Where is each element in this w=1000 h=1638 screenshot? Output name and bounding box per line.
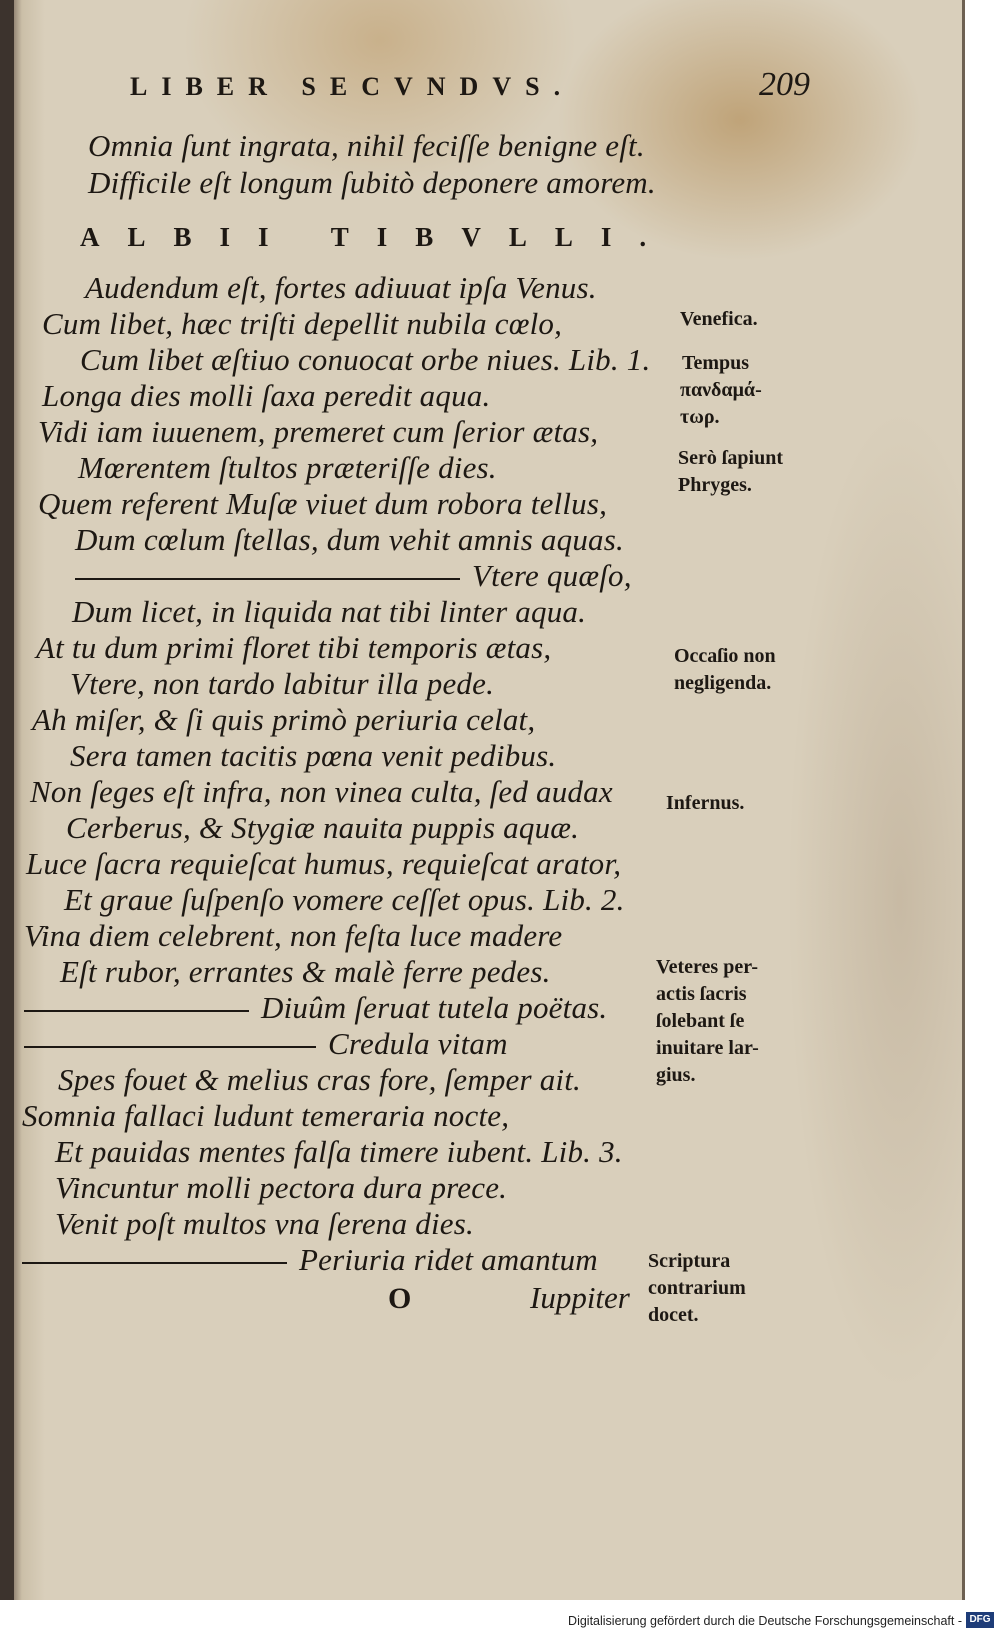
verse-text: Vtere quæſo, (472, 558, 632, 593)
verse-line: Et graue ſuſpenſo vomere ceſſet opus. Lib. 2. (64, 882, 625, 917)
verse-line: Dum cœlum ſtellas, dum vehit amnis aquas. (75, 522, 624, 557)
signature-mark: O (388, 1282, 412, 1315)
ellipsis-rule (75, 578, 460, 580)
verse-line: Eſt rubor, errantes & malè ferre pedes. (60, 954, 551, 989)
verse-text: Credula vitam (328, 1026, 508, 1061)
verse-line-with-rule (24, 990, 607, 1026)
margin-note: Venefica. (680, 308, 758, 330)
verse-text: Periuria ridet amantum (299, 1242, 598, 1277)
running-title: LIBER SECVNDVS. (130, 72, 575, 101)
verse-line: Mœrentem ſtultos præteriſſe dies. (78, 450, 497, 485)
margin-note: Tempus (682, 352, 750, 374)
ellipsis-rule (24, 1046, 316, 1048)
margin-note: Infernus. (666, 792, 745, 814)
verse-line: Et pauidas mentes falſa timere iubent. Lib. 3. (55, 1134, 623, 1169)
margin-note: docet. (648, 1304, 699, 1326)
verse-line: Cerberus, & Stygiæ nauita puppis aquæ. (66, 810, 580, 845)
verse-line: Vtere, non tardo labitur illa pede. (70, 666, 495, 701)
verse-line: Venit poſt multos vna ſerena dies. (55, 1206, 474, 1241)
verse-line-with-rule (24, 1026, 508, 1062)
margin-note: Phryges. (678, 474, 752, 496)
verse-line: Omnia ſunt ingrata, nihil feciſſe benigne eſt. (88, 128, 645, 163)
margin-note: τωρ. (680, 406, 720, 428)
margin-note: Serò ſapiunt (678, 447, 784, 469)
margin-note: contrarium (648, 1277, 746, 1299)
verse-line: Luce ſacra requieſcat humus, requieſcat arator, (26, 846, 622, 881)
verse-line: Ah miſer, & ſi quis primò periuria celat, (32, 702, 536, 737)
margin-note: πανδαμά- (680, 379, 762, 401)
verse-line: At tu dum primi floret tibi temporis ætas, (36, 630, 552, 665)
verse-line: Quem referent Muſæ viuet dum robora tellus, (38, 486, 608, 521)
verse-line: Difficile eſt longum ſubitò deponere amorem. (88, 165, 656, 200)
verse-line: Audendum eſt, fortes adiuuat ipſa Venus. (85, 270, 597, 305)
verse-line: Longa dies molli ſaxa peredit aqua. (42, 378, 491, 413)
verse-line: Vina diem celebrent, non feſta luce madere (24, 918, 563, 953)
ellipsis-rule (24, 1010, 249, 1012)
verse-line: Spes fouet & melius cras fore, ſemper ait. (58, 1062, 581, 1097)
binding-edge (0, 0, 14, 1600)
footer-credit: Digitalisierung gefördert durch die Deutsche Forschungsgemeinschaft - (568, 1614, 962, 1628)
page-number: 209 (759, 66, 810, 103)
verse-line: Non ſeges eſt infra, non vinea culta, ſed audax (30, 774, 613, 809)
verse-text: Diuûm ſeruat tutela poëtas. (261, 990, 608, 1025)
verse-line: Cum libet, hæc triſti depellit nubila cœlo, (42, 306, 563, 341)
verse-line: Dum licet, in liquida nat tibi linter aqua. (72, 594, 587, 629)
ellipsis-rule (22, 1262, 287, 1264)
page-header (130, 66, 810, 116)
verse-line: Somnia fallaci ludunt temeraria nocte, (22, 1098, 510, 1133)
section-title: ALBII TIBVLLI. (80, 222, 675, 252)
verse-line: Sera tamen tacitis pœna venit pedibus. (70, 738, 557, 773)
margin-note: Scriptura (648, 1250, 731, 1272)
digitization-footer (0, 1606, 1000, 1638)
dfg-logo: DFG (966, 1612, 994, 1628)
catchword: Iuppiter (530, 1280, 630, 1315)
verse-line: Cum libet æſtiuo conuocat orbe niues. Lib. 1. (80, 342, 651, 377)
margin-note: gius. (656, 1064, 696, 1086)
margin-note: actis ſacris (656, 983, 747, 1005)
verse-line-with-rule (75, 558, 632, 594)
margin-note: ſolebant ſe (656, 1010, 745, 1032)
verse-line-with-rule (22, 1242, 598, 1278)
verse-line: Vidi iam iuuenem, premeret cum ſerior ætas, (38, 414, 599, 449)
margin-note: inuitare lar- (656, 1037, 759, 1059)
verse-line: Vincuntur molli pectora dura prece. (55, 1170, 508, 1205)
margin-note: Veteres per- (656, 956, 758, 978)
margin-note: negligenda. (674, 672, 772, 694)
margin-note: Occaſio non (674, 645, 776, 667)
